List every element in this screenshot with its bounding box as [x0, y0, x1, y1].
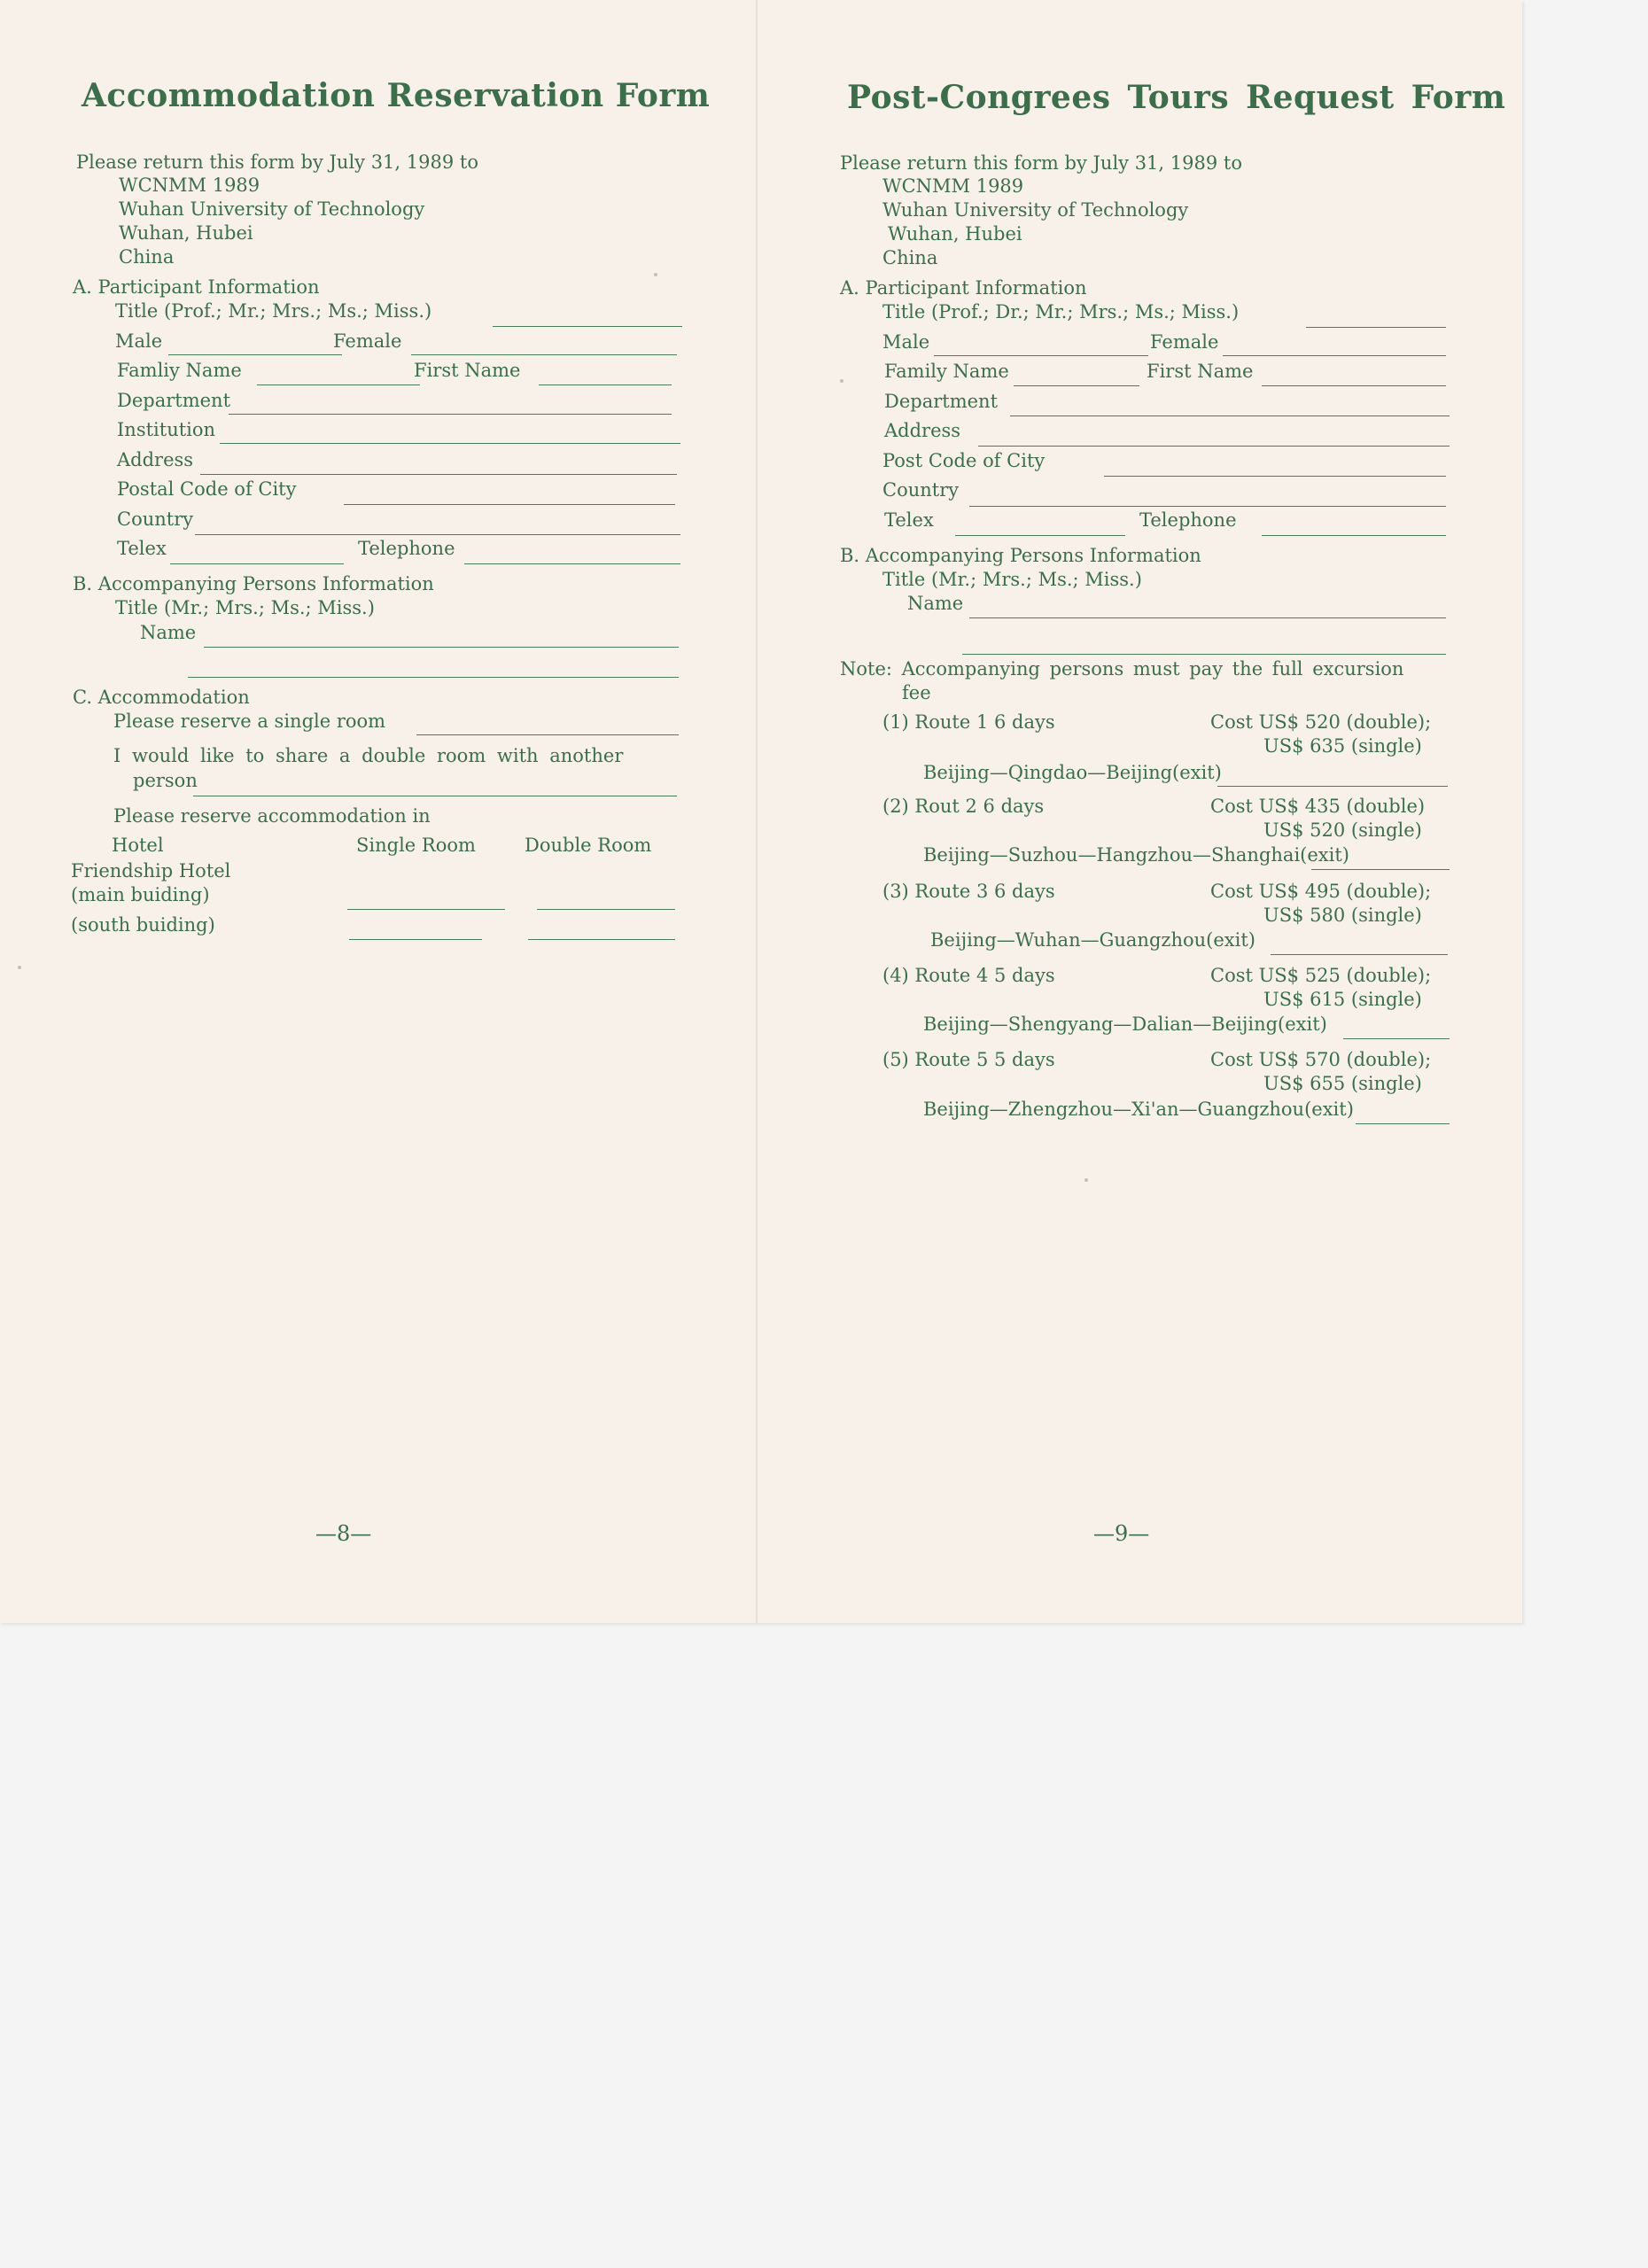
telephone-field[interactable]: [464, 563, 680, 564]
title-field[interactable]: [493, 326, 682, 327]
title-label: Title (Prof.; Dr.; Mr.; Mrs.; Ms.; Miss.): [882, 301, 1240, 322]
address-field[interactable]: [200, 474, 677, 475]
paper-speck: [654, 273, 657, 276]
route-4-itinerary: Beijing—Shengyang—Dalian—Beijing(exit): [923, 1014, 1327, 1035]
first-name-field[interactable]: [539, 384, 672, 385]
single-room-label: Please reserve a single room: [113, 711, 386, 732]
postal-code-field[interactable]: [344, 504, 675, 505]
accompanying-name-field[interactable]: [204, 647, 679, 648]
first-name-label: First Name: [1147, 361, 1254, 382]
note-cont: fee: [902, 682, 931, 703]
address-line: Wuhan, Hubei: [119, 222, 253, 244]
paper-speck: [840, 379, 843, 383]
address-line: Wuhan, Hubei: [888, 223, 1022, 245]
accompanying-title-label: Title (Mr.; Mrs.; Ms.; Miss.): [115, 597, 375, 618]
telex-label: Telex: [117, 538, 167, 559]
route-2-field[interactable]: [1311, 869, 1450, 870]
department-label: Department: [884, 391, 999, 412]
male-field[interactable]: [934, 355, 1148, 356]
female-label: Female: [333, 330, 402, 352]
postal-code-field[interactable]: [1104, 476, 1446, 477]
female-label: Female: [1150, 331, 1219, 353]
route-2-cost-double: Cost US$ 435 (double): [1210, 796, 1426, 817]
address-field[interactable]: [978, 446, 1450, 447]
route-4-label: (4) Route 4 5 days: [882, 965, 1055, 986]
family-name-field[interactable]: [1014, 385, 1139, 386]
share-room-label-cont: person: [133, 770, 198, 791]
main-building-label: (main buiding): [71, 884, 210, 905]
address-line: Wuhan University of Technology: [882, 199, 1189, 221]
south-building-label: (south buiding): [71, 914, 215, 936]
route-5-label: (5) Route 5 5 days: [882, 1049, 1055, 1070]
return-instruction: Please return this form by July 31, 1989 to: [76, 151, 478, 173]
telex-field[interactable]: [955, 535, 1125, 536]
paper-speck: [18, 966, 21, 969]
accompanying-name-field-2[interactable]: [962, 654, 1446, 655]
institution-field[interactable]: [220, 443, 680, 444]
hotel-column-header: Hotel: [112, 835, 164, 856]
double-room-column-header: Double Room: [525, 835, 652, 856]
first-name-field[interactable]: [1262, 385, 1446, 386]
page-number: —8—: [315, 1521, 372, 1546]
share-room-label: I would like to share a double room with another: [113, 745, 624, 766]
section-heading: A. Participant Information: [840, 277, 1087, 299]
single-room-column-header: Single Room: [356, 835, 476, 856]
telephone-field[interactable]: [1262, 535, 1446, 536]
reserve-accommodation-label: Please reserve accommodation in: [113, 805, 431, 827]
telex-field[interactable]: [170, 563, 344, 564]
route-2-itinerary: Beijing—Suzhou—Hangzhou—Shanghai(exit): [923, 844, 1349, 866]
country-field[interactable]: [195, 534, 680, 535]
return-instruction: Please return this form by July 31, 1989 to: [840, 152, 1242, 174]
title-field[interactable]: [1306, 327, 1446, 328]
accompanying-name-field-2[interactable]: [188, 677, 679, 678]
route-1-cost-single: US$ 635 (single): [1263, 735, 1422, 757]
address-label: Address: [117, 449, 194, 470]
address-label: Address: [884, 420, 961, 441]
male-label: Male: [882, 331, 930, 353]
route-3-field[interactable]: [1271, 954, 1448, 955]
country-field[interactable]: [969, 506, 1446, 507]
male-label: Male: [115, 330, 163, 352]
female-field[interactable]: [1223, 355, 1446, 356]
telephone-label: Telephone: [1139, 509, 1237, 531]
main-building-double-field[interactable]: [537, 909, 675, 910]
country-label: Country: [882, 479, 960, 501]
postal-code-label: Postal Code of City: [117, 478, 297, 500]
family-name-label: Famliy Name: [117, 360, 242, 381]
accompanying-name-label: Name: [140, 622, 197, 643]
female-field[interactable]: [411, 354, 677, 355]
route-4-cost-double: Cost US$ 525 (double);: [1210, 965, 1432, 986]
route-3-cost-double: Cost US$ 495 (double);: [1210, 881, 1432, 902]
accompanying-name-field[interactable]: [969, 617, 1446, 618]
section-heading: B. Accompanying Persons Information: [840, 545, 1201, 566]
address-line: WCNMM 1989: [119, 175, 260, 196]
section-heading: B. Accompanying Persons Information: [73, 573, 434, 594]
family-name-label: Family Name: [884, 361, 1009, 382]
note: Note: Accompanying persons must pay the full excursion: [840, 658, 1404, 680]
main-building-single-field[interactable]: [347, 909, 505, 910]
accompanying-name-label: Name: [907, 593, 964, 614]
address-line: China: [119, 246, 175, 268]
route-2-label: (2) Rout 2 6 days: [882, 796, 1045, 817]
hotel-name: Friendship Hotel: [71, 860, 231, 882]
address-line: WCNMM 1989: [882, 175, 1024, 197]
route-5-itinerary: Beijing—Zhengzhou—Xi'an—Guangzhou(exit): [923, 1099, 1354, 1120]
section-heading: C. Accommodation: [73, 687, 250, 708]
telex-label: Telex: [884, 509, 934, 531]
title-label: Title (Prof.; Mr.; Mrs.; Ms.; Miss.): [115, 300, 432, 322]
route-4-cost-single: US$ 615 (single): [1263, 989, 1422, 1010]
department-label: Department: [117, 390, 231, 411]
page-fold: [756, 0, 758, 1623]
paper-speck: [1084, 1178, 1088, 1182]
route-1-itinerary: Beijing—Qingdao—Beijing(exit): [923, 762, 1222, 783]
telephone-label: Telephone: [358, 538, 455, 559]
institution-label: Institution: [117, 419, 216, 440]
route-3-itinerary: Beijing—Wuhan—Guangzhou(exit): [930, 929, 1255, 951]
page-title: Accommodation Reservation Form: [82, 77, 711, 114]
route-5-cost-double: Cost US$ 570 (double);: [1210, 1049, 1432, 1070]
route-3-cost-single: US$ 580 (single): [1263, 905, 1422, 926]
country-label: Country: [117, 509, 194, 530]
accompanying-title-label: Title (Mr.; Mrs.; Ms.; Miss.): [882, 569, 1142, 590]
address-line: China: [882, 247, 938, 268]
address-line: Wuhan University of Technology: [119, 198, 425, 220]
page-number: —9—: [1093, 1521, 1150, 1546]
route-1-field[interactable]: [1217, 786, 1448, 787]
route-5-cost-single: US$ 655 (single): [1263, 1073, 1422, 1094]
section-heading: A. Participant Information: [73, 276, 320, 298]
route-5-field[interactable]: [1356, 1123, 1450, 1124]
route-4-field[interactable]: [1343, 1038, 1450, 1039]
family-name-field[interactable]: [257, 384, 420, 385]
first-name-label: First Name: [414, 360, 521, 381]
route-1-cost-double: Cost US$ 520 (double);: [1210, 711, 1432, 733]
page-title: Post-Congrees Tours Request Form: [847, 79, 1506, 116]
route-3-label: (3) Route 3 6 days: [882, 881, 1055, 902]
south-building-double-field[interactable]: [528, 939, 675, 940]
postal-code-label: Post Code of City: [882, 450, 1046, 471]
single-room-field[interactable]: [416, 734, 679, 735]
south-building-single-field[interactable]: [349, 939, 482, 940]
route-1-label: (1) Route 1 6 days: [882, 711, 1055, 733]
route-2-cost-single: US$ 520 (single): [1263, 819, 1422, 841]
department-field[interactable]: [229, 414, 672, 415]
male-field[interactable]: [168, 354, 342, 355]
